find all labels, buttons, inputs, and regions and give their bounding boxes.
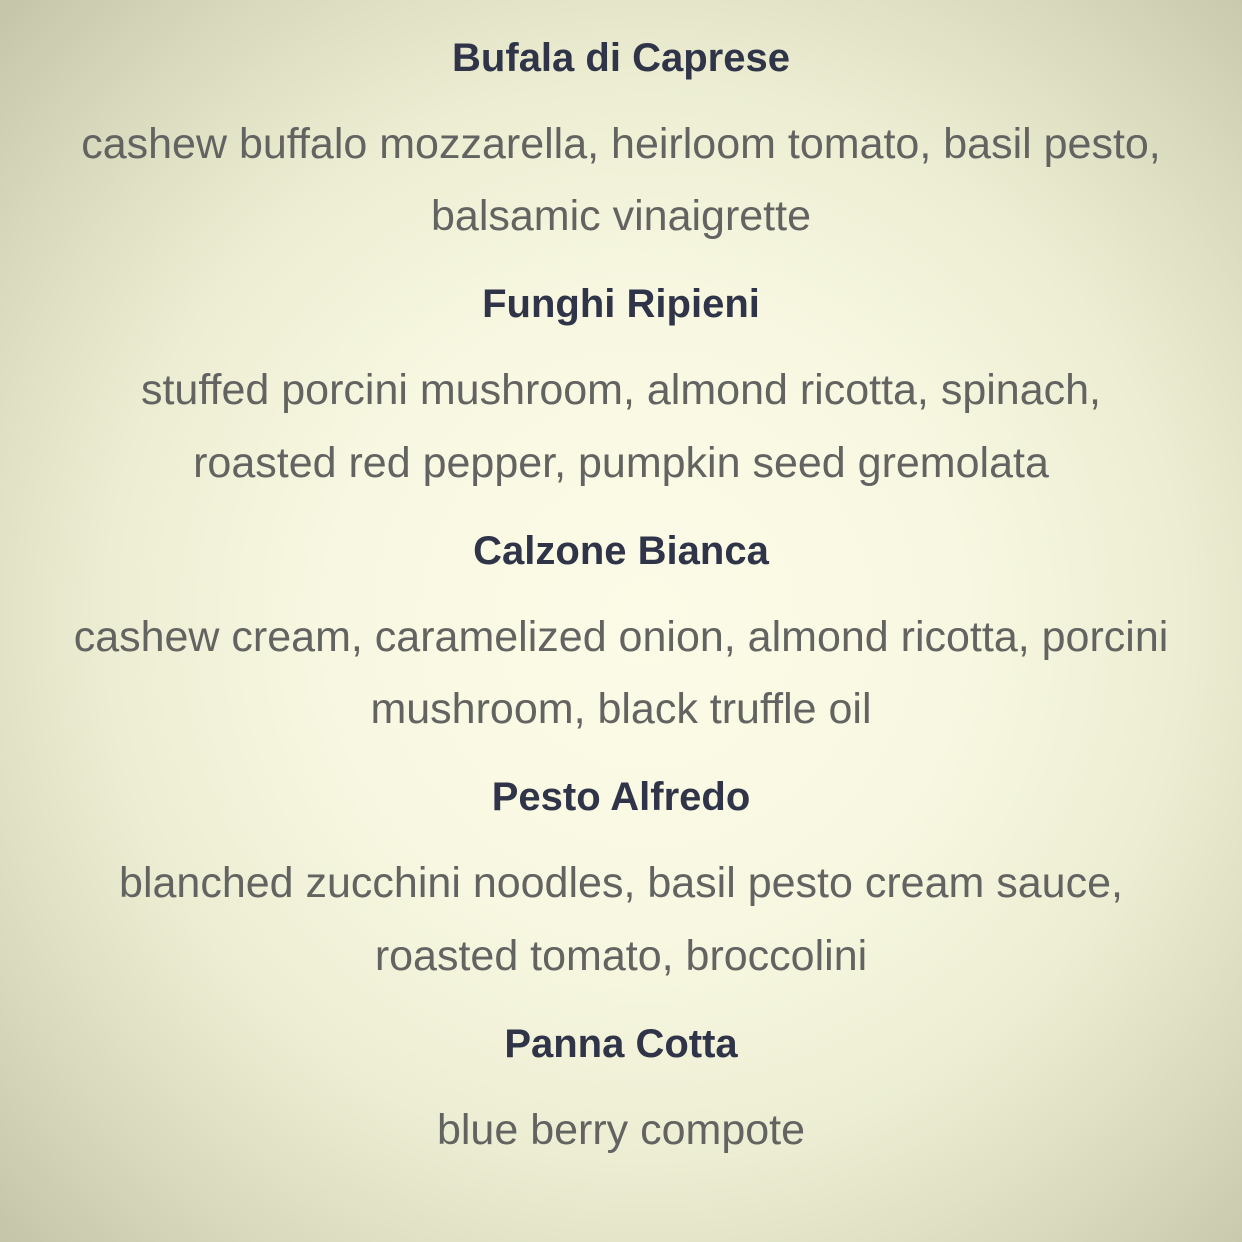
menu-item-name: Pesto Alfredo xyxy=(491,775,751,820)
menu-item-description: cashew cream, caramelized onion, almond ricotta, porcini mushroom, black truffle oil xyxy=(73,612,1169,734)
menu-item-description: cashew buffalo mozzarella, heirloom tomato, basil pesto, balsamic vinaigrette xyxy=(81,120,1161,241)
menu-item xyxy=(51,1020,1191,1194)
menu-item-name: Calzone Bianca xyxy=(473,528,769,573)
menu-item xyxy=(51,527,1191,773)
menu-item-name: Panna Cotta xyxy=(504,1021,738,1066)
menu-item-description: stuffed porcini mushroom, almond ricotta, spinach, roasted red pepper, pumpkin seed gremolata xyxy=(140,366,1101,487)
menu-item xyxy=(51,773,1191,1019)
menu-item-name: Funghi Ripieni xyxy=(482,282,760,327)
menu-item xyxy=(51,34,1191,280)
menu-item-description: blanched zucchini noodles, basil pesto cream sauce, roasted tomato, broccolini xyxy=(119,859,1123,980)
menu-item-name: Bufala di Caprese xyxy=(452,36,790,80)
menu-item xyxy=(51,280,1191,526)
menu-item-description: blue berry compote xyxy=(436,1105,806,1154)
